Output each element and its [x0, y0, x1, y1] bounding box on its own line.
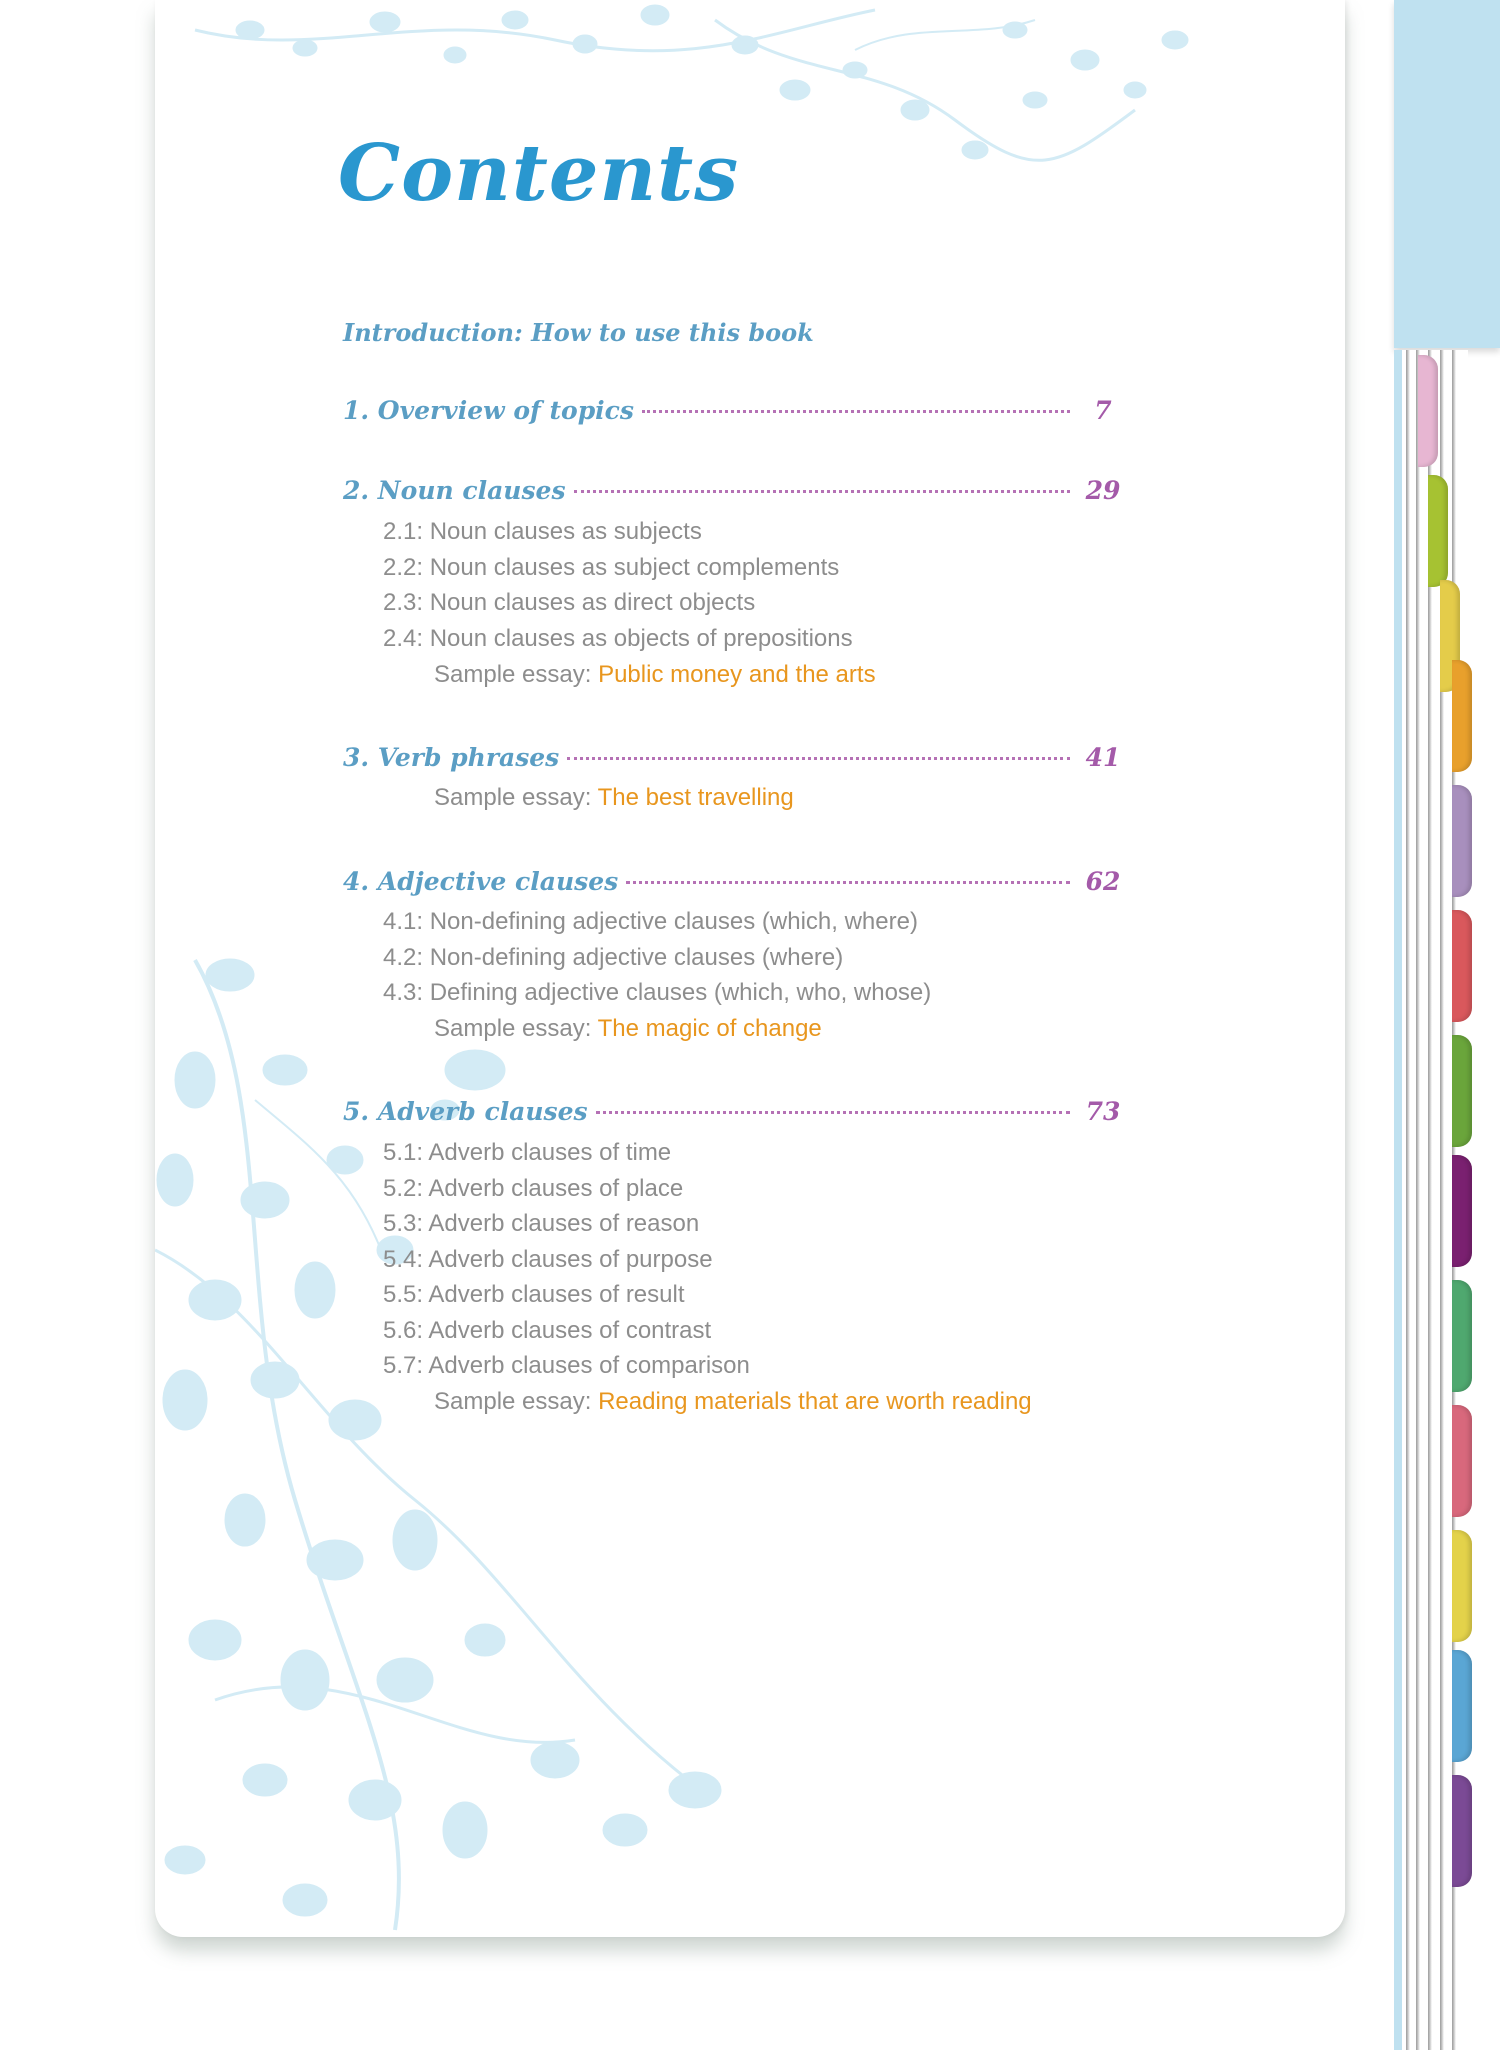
page-number: 29	[1085, 476, 1121, 505]
section-tab[interactable]	[1452, 1775, 1472, 1887]
intro-heading: Introduction: How to use this book	[343, 318, 814, 347]
section-label: 4. Adjective clauses	[343, 867, 619, 896]
sample-essay-title: The best travelling	[597, 784, 794, 811]
page-number: 7	[1094, 396, 1112, 425]
list-item[interactable]: 2.1: Noun clauses as subjects	[383, 518, 702, 545]
section-heading-1[interactable]	[343, 396, 1128, 425]
page-title: Contents	[338, 128, 740, 219]
list-item[interactable]: 5.4: Adverb clauses of purpose	[383, 1246, 713, 1273]
dot-leader	[596, 1109, 1070, 1114]
sample-essay[interactable]	[434, 661, 876, 689]
list-item[interactable]: 5.5: Adverb clauses of result	[383, 1281, 685, 1308]
list-item[interactable]: 2.4: Noun clauses as objects of prepositions	[383, 625, 853, 652]
section-tab[interactable]	[1452, 1035, 1472, 1147]
section-heading-3[interactable]	[343, 743, 1128, 772]
sample-essay-title: The magic of change	[597, 1015, 822, 1042]
list-item[interactable]: 4.2: Non-defining adjective clauses (where)	[383, 944, 844, 971]
section-heading-5[interactable]	[343, 1097, 1128, 1126]
section-heading-2[interactable]	[343, 476, 1128, 505]
section-heading-4[interactable]	[343, 867, 1128, 896]
section-label: 2. Noun clauses	[343, 476, 566, 505]
section-tab[interactable]	[1452, 1530, 1472, 1642]
section-tab[interactable]	[1452, 1405, 1472, 1517]
edge-top-blue-band	[1394, 0, 1500, 348]
section-label: 5. Adverb clauses	[343, 1097, 588, 1126]
list-item[interactable]: 5.1: Adverb clauses of time	[383, 1139, 672, 1166]
list-item[interactable]: 5.7: Adverb clauses of comparison	[383, 1352, 750, 1379]
contents-page	[155, 0, 1345, 1937]
sample-essay-title: Reading materials that are worth reading	[598, 1388, 1032, 1415]
sample-essay-prefix: Sample essay:	[434, 1388, 599, 1415]
section-tab[interactable]	[1418, 355, 1438, 467]
section-tab[interactable]	[1452, 910, 1472, 1022]
section-tab[interactable]	[1452, 1650, 1472, 1762]
list-item[interactable]: 2.3: Noun clauses as direct objects	[383, 589, 756, 616]
dot-leader	[574, 488, 1070, 493]
sample-essay-prefix: Sample essay:	[434, 1015, 598, 1042]
sample-essay-prefix: Sample essay:	[434, 784, 598, 811]
list-item[interactable]: 4.3: Defining adjective clauses (which, who, whose)	[383, 979, 932, 1006]
page-number: 41	[1085, 743, 1121, 772]
section-tab[interactable]	[1452, 660, 1472, 772]
list-item[interactable]: 5.2: Adverb clauses of place	[383, 1175, 684, 1202]
list-item[interactable]: 5.6: Adverb clauses of contrast	[383, 1317, 712, 1344]
section-tab[interactable]	[1452, 1280, 1472, 1392]
list-item[interactable]: 2.2: Noun clauses as subject complements	[383, 554, 840, 581]
list-item[interactable]: 5.3: Adverb clauses of reason	[383, 1210, 700, 1237]
section-tab[interactable]	[1428, 475, 1448, 587]
section-tab[interactable]	[1452, 1155, 1472, 1267]
page-number: 62	[1085, 867, 1121, 896]
section-label: 3. Verb phrases	[343, 743, 560, 772]
section-label: 1. Overview of topics	[343, 396, 634, 425]
section-tab[interactable]	[1452, 785, 1472, 897]
sample-essay[interactable]	[434, 1388, 1032, 1416]
dot-leader	[626, 879, 1070, 884]
sample-essay[interactable]	[434, 1015, 822, 1043]
dot-leader	[642, 408, 1070, 413]
dot-leader	[567, 755, 1070, 760]
sample-essay-prefix: Sample essay:	[434, 661, 599, 688]
sample-essay-title: Public money and the arts	[598, 661, 876, 688]
sample-essay[interactable]	[434, 784, 794, 812]
list-item[interactable]: 4.1: Non-defining adjective clauses (which, where)	[383, 908, 918, 935]
page-number: 73	[1085, 1097, 1121, 1126]
